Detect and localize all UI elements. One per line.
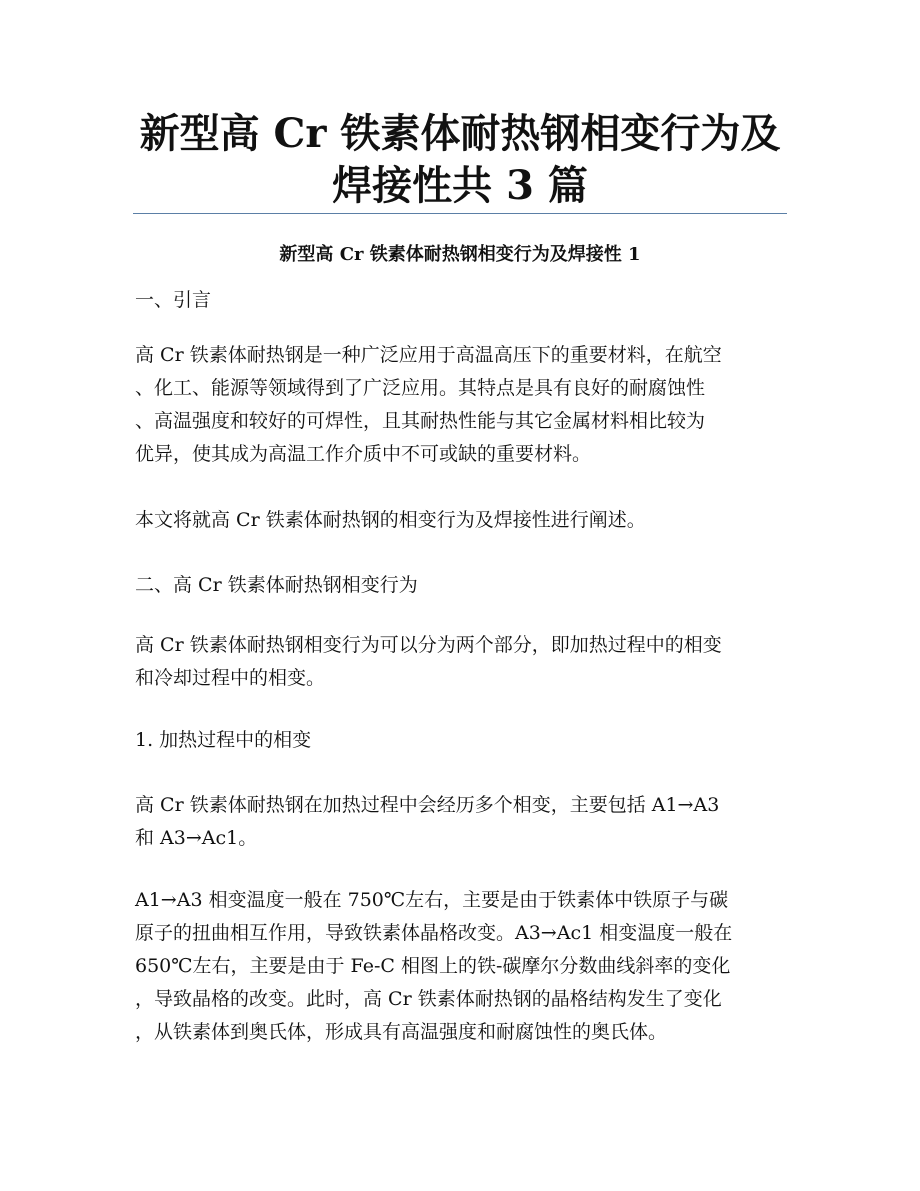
- document-title: [0, 108, 920, 212]
- text-line: 一、引言: [135, 289, 212, 311]
- text-line: 和冷却过程中的相变。: [135, 667, 326, 689]
- text-line: 高 Cr 铁素体耐热钢相变行为可以分为两个部分，即加热过程中的相变: [135, 634, 722, 656]
- section-heading: 新型高 Cr 铁素体耐热钢相变行为及焊接性 1: [279, 244, 641, 265]
- text-line: 1. 加热过程中的相变: [135, 729, 312, 751]
- heading-intro: [135, 284, 815, 317]
- paragraph: [135, 884, 815, 1049]
- text-line: 、化工、能源等领域得到了广泛应用。其特点是具有良好的耐腐蚀性: [135, 377, 706, 399]
- text-line: ，从铁素体到奥氏体，形成具有高温强度和耐腐蚀性的奥氏体。: [135, 1021, 668, 1043]
- text-line: 二、高 Cr 铁素体耐热钢相变行为: [135, 574, 418, 596]
- paragraph: [135, 789, 815, 855]
- paragraph: [135, 504, 815, 537]
- text-line: 和 A3→Ac1。: [135, 827, 258, 849]
- text-line: 优异，使其成为高温工作介质中不可或缺的重要材料。: [135, 443, 592, 465]
- text-line: 高 Cr 铁素体耐热钢是一种广泛应用于高温高压下的重要材料，在航空: [135, 344, 722, 366]
- text-line: A1→A3 相变温度一般在 750℃左右，主要是由于铁素体中铁原子与碳: [135, 889, 729, 911]
- text-line: 、高温强度和较好的可焊性，且其耐热性能与其它金属材料相比较为: [135, 410, 706, 432]
- title-line: 新型高 Cr 铁素体耐热钢相变行为及: [139, 110, 781, 157]
- text-line: 高 Cr 铁素体耐热钢在加热过程中会经历多个相变，主要包括 A1→A3: [135, 794, 720, 816]
- heading-heating: [135, 724, 815, 757]
- text-line: 650℃左右，主要是由于 Fe-C 相图上的铁-碳摩尔分数曲线斜率的变化: [135, 955, 731, 977]
- text-line: ，导致晶格的改变。此时，高 Cr 铁素体耐热钢的晶格结构发生了变化: [135, 988, 722, 1010]
- text-line: 原子的扭曲相互作用，导致铁素体晶格改变。A3→Ac1 相变温度一般在: [135, 922, 733, 944]
- title-line: 焊接性共 3 篇: [332, 162, 588, 209]
- heading-phase-transformation: [135, 569, 815, 602]
- paragraph: [135, 339, 815, 471]
- paragraph: [135, 629, 815, 695]
- text-line: 本文将就高 Cr 铁素体耐热钢的相变行为及焊接性进行阐述。: [135, 509, 646, 531]
- title-divider: [133, 213, 787, 214]
